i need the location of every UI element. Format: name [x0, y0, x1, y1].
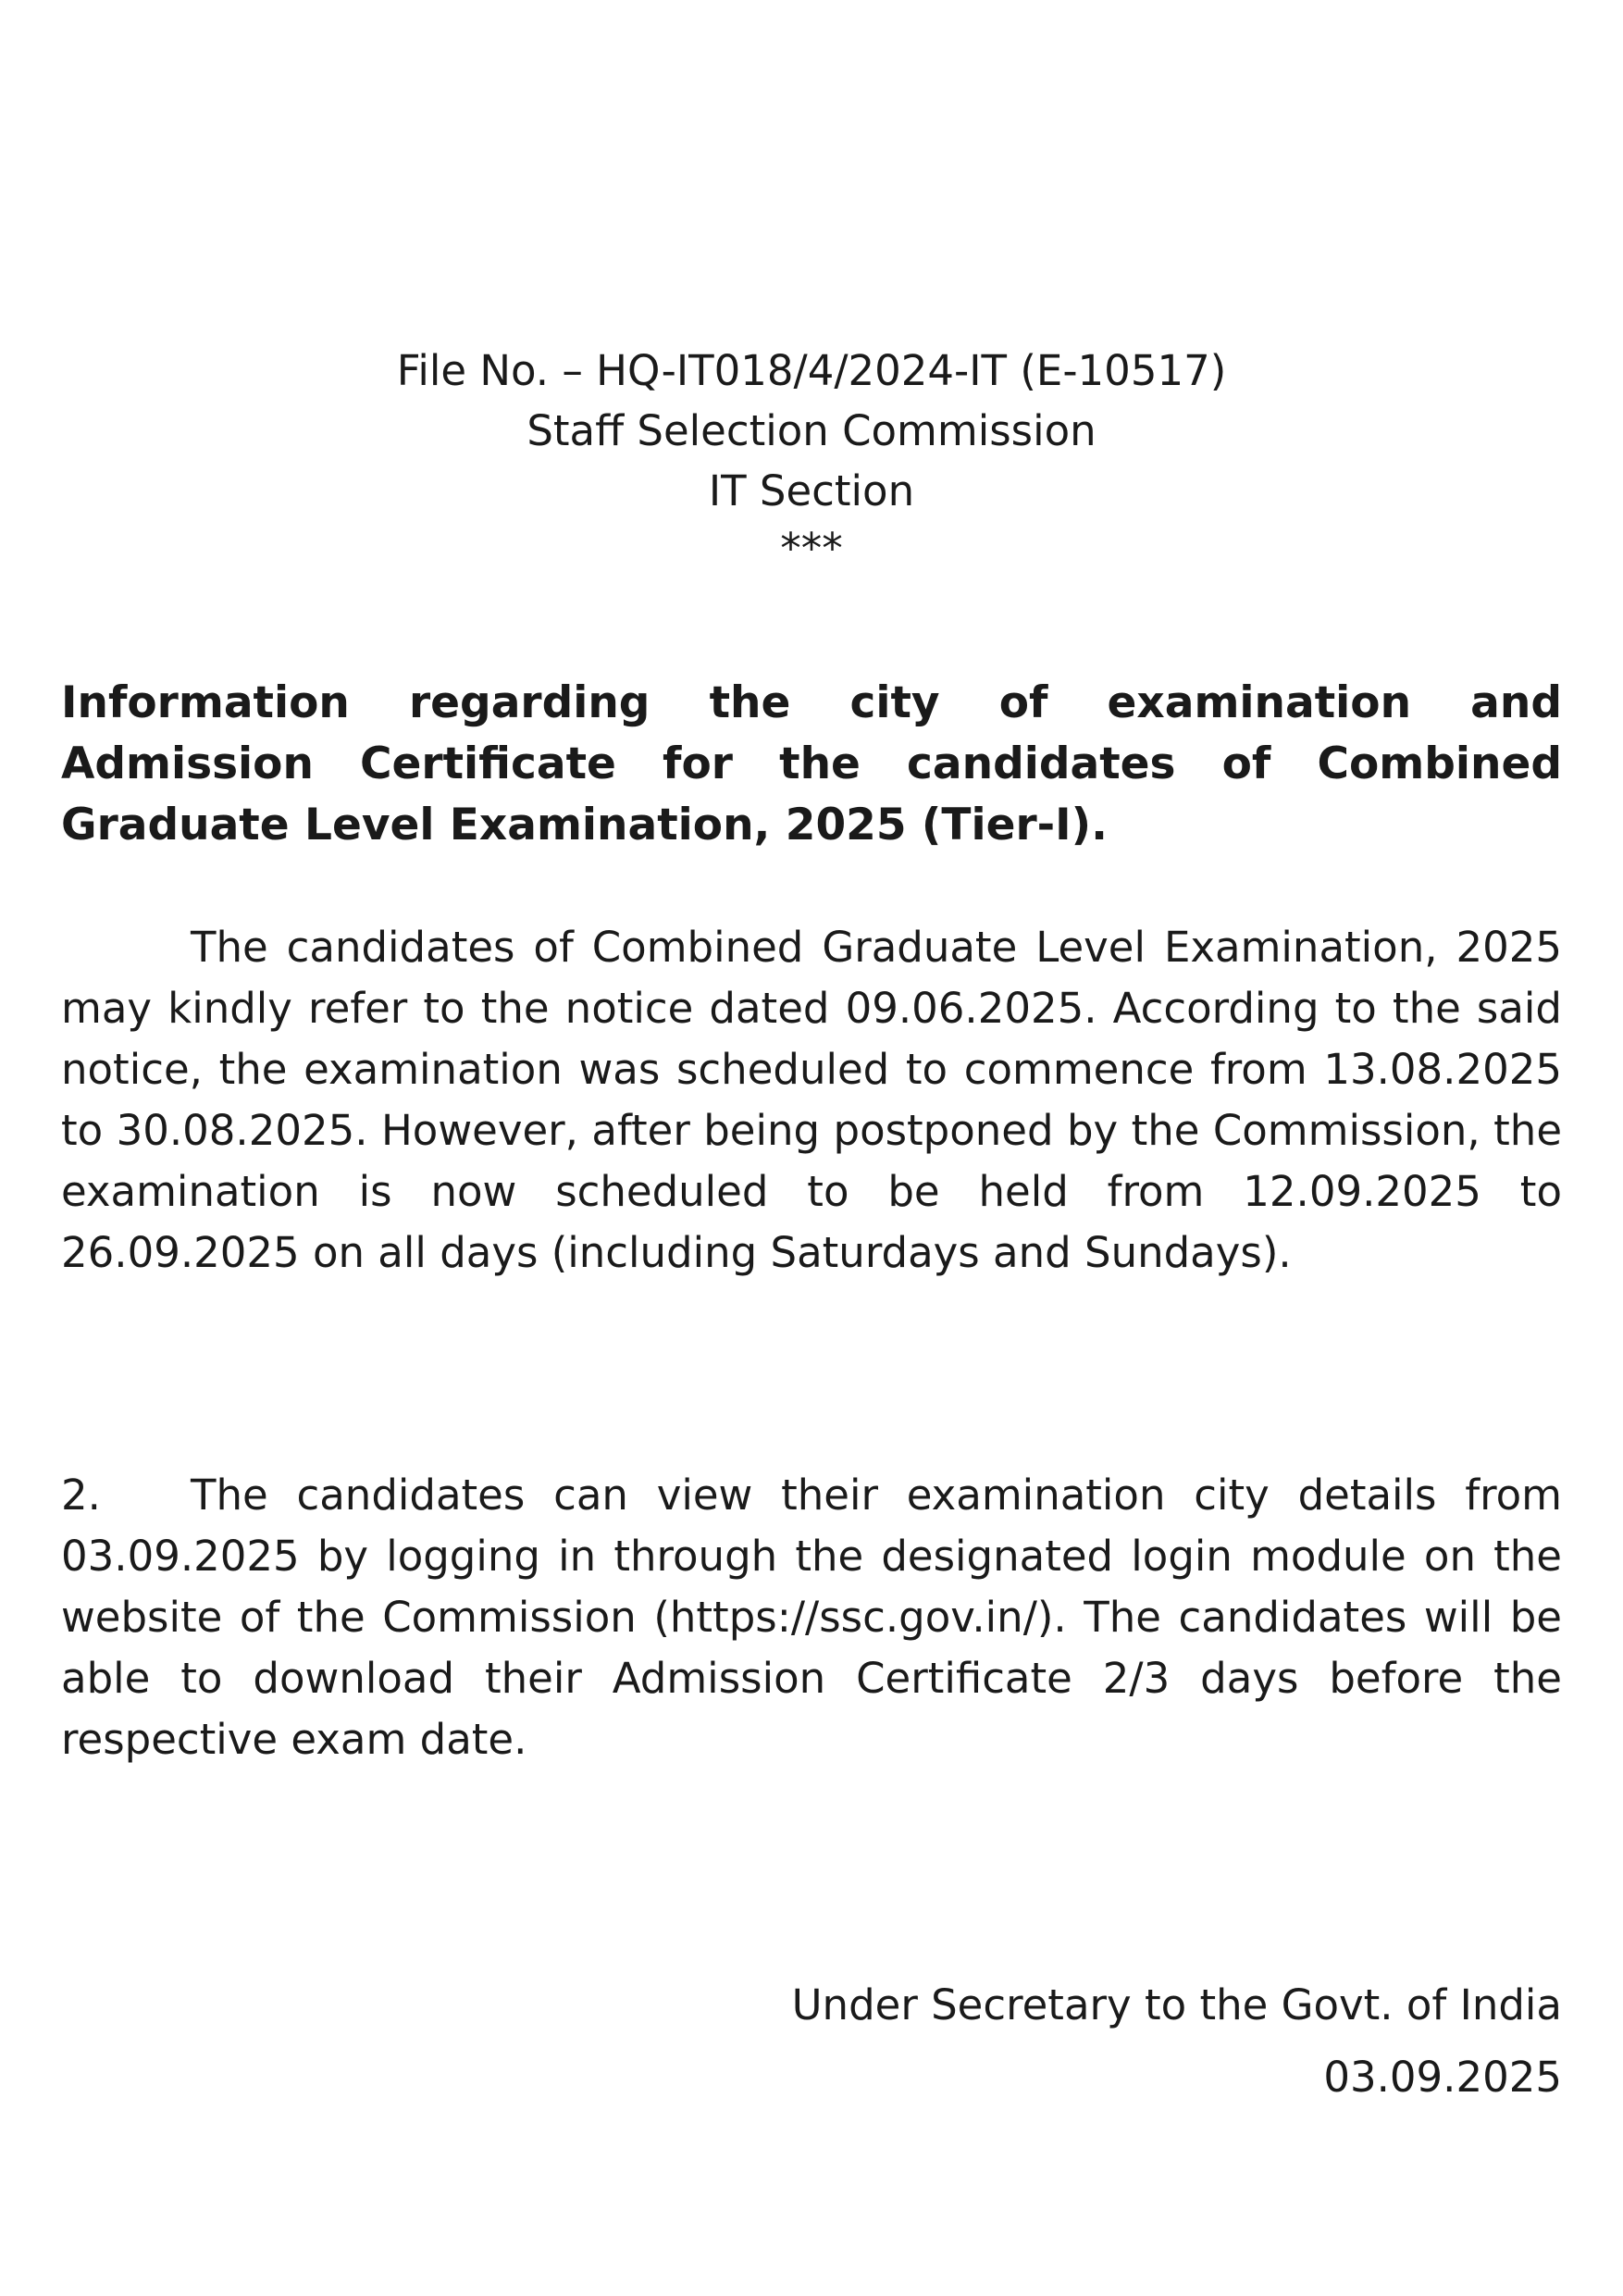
paragraph-2	[61, 1465, 1562, 1770]
organization-name: Staff Selection Commission	[527, 406, 1096, 455]
signatory-title: Under Secretary to the Govt. of India	[791, 1980, 1562, 2029]
file-number: File No. – HQ-IT018/4/2024-IT (E-10517)	[396, 346, 1227, 395]
notice-header	[0, 341, 1623, 577]
separator-stars: ***	[780, 524, 843, 573]
paragraph-2-text: The candidates can view their examination city details from 03.09.2025 by logging in through the designated login module on the website of the Commission (https://ssc.gov.in/). The candidates will be able to download their Admission Certificate 2/3 days before the respective exam date.	[61, 1471, 1562, 1764]
paragraph-2-number: 2.	[61, 1471, 101, 1520]
notice-date: 03.09.2025	[1323, 2053, 1562, 2102]
paragraph-1: The candidates of Combined Graduate Level Examination, 2025 may kindly refer to the notice dated 09.06.2025. According to the said notice, the examination was scheduled to commence from 13.08.2025 to 30.08.2025. However, after being postponed by the Commission, the examination is now scheduled to be held from 12.09.2025 to 26.09.2025 on all days (including Saturdays and Sundays).	[61, 923, 1562, 1277]
notice-subject: Information regarding the city of examination and Admission Certificate for the candidates of Combined Graduate Level Examination, 2025 (Tier-I).	[61, 677, 1562, 850]
section-name: IT Section	[708, 466, 915, 515]
